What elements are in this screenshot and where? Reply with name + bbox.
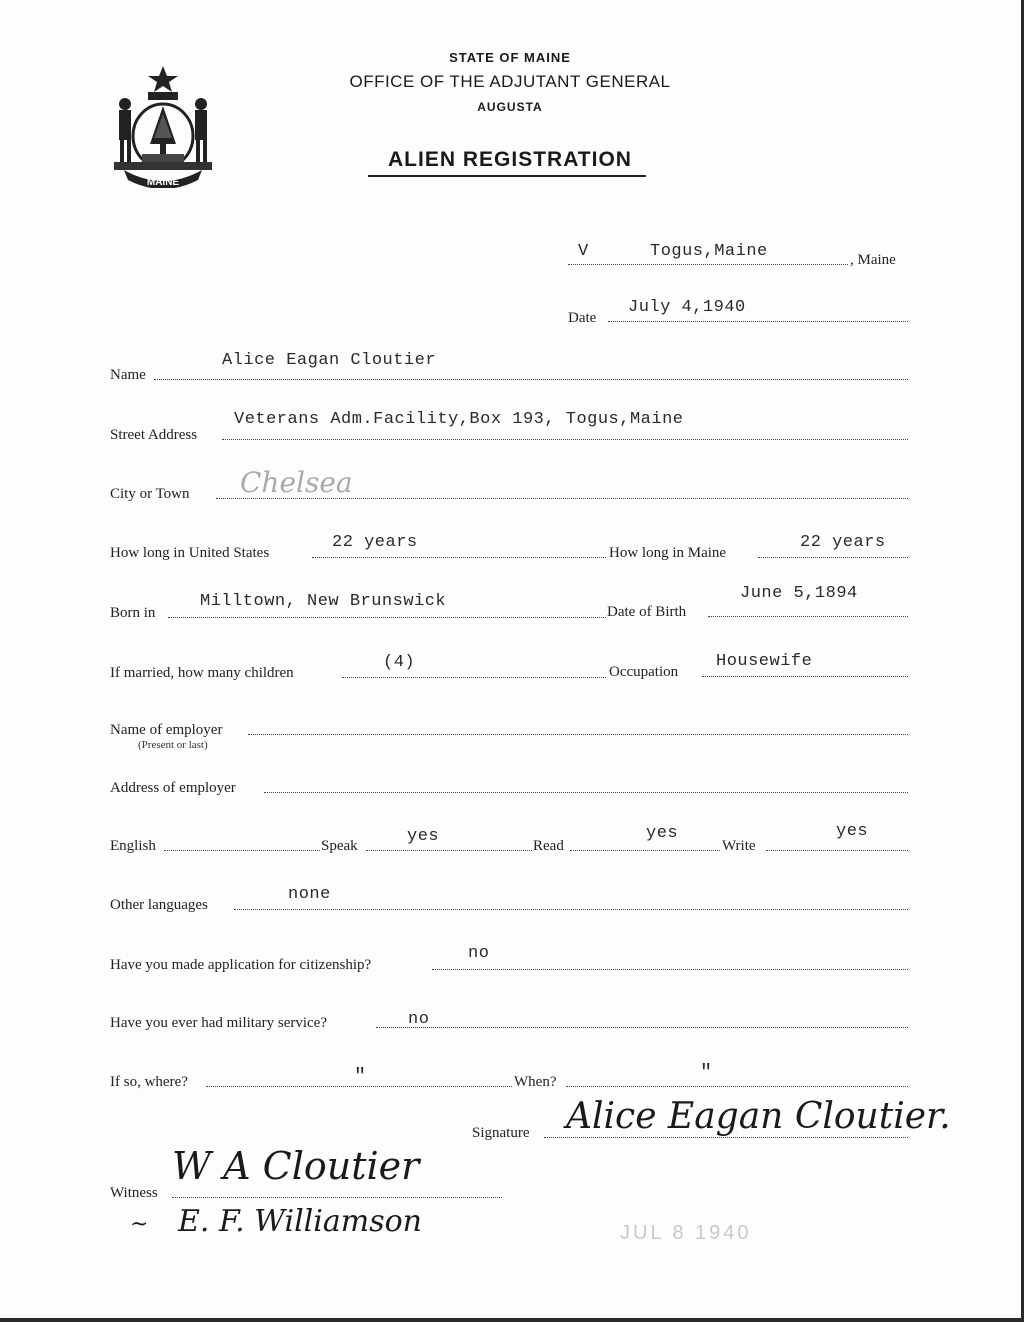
- military-line: [376, 1027, 908, 1028]
- speak-line: [366, 850, 532, 851]
- read-line: [570, 850, 720, 851]
- applicant-signature: Alice Eagan Cloutier.: [566, 1096, 951, 1137]
- english-line: [164, 850, 320, 851]
- when-label: When?: [514, 1074, 557, 1090]
- witness-signature-2: E. F. Williamson: [178, 1204, 422, 1239]
- children-value: (4): [383, 653, 416, 672]
- born-in-label: Born in: [110, 605, 156, 621]
- place-value: Togus,Maine: [650, 242, 768, 261]
- form-title: ALIEN REGISTRATION: [388, 148, 632, 171]
- how-long-us-label: How long in United States: [110, 545, 270, 561]
- date-of-birth-line: [708, 616, 908, 617]
- employer-name-label: Name of employer: [110, 722, 223, 738]
- children-label: If married, how many children: [110, 665, 294, 681]
- how-long-maine-label: How long in Maine: [609, 545, 727, 561]
- speak-value: yes: [407, 827, 440, 846]
- witness-line: [172, 1197, 502, 1198]
- how-long-us-value: 22 years: [332, 533, 418, 552]
- state-heading: STATE OF MAINE: [449, 50, 571, 65]
- street-address-label: Street Address: [110, 427, 198, 443]
- where-value: ": [354, 1066, 367, 1089]
- date-of-birth-value: June 5,1894: [740, 584, 858, 603]
- write-line: [766, 850, 908, 851]
- street-address-line: [222, 439, 908, 440]
- street-address-value: Veterans Adm.Facility,Box 193, Togus,Maine: [234, 410, 684, 429]
- place-line: [568, 264, 848, 265]
- how-long-us-line: [312, 557, 606, 558]
- employer-name-line: [248, 734, 908, 735]
- date-value: July 4,1940: [628, 298, 746, 317]
- name-line: [154, 379, 908, 380]
- occupation-line: [702, 676, 908, 677]
- place-mark: V: [578, 242, 589, 261]
- seal-banner-text: MAINE: [146, 177, 180, 188]
- received-date-stamp: JUL 8 1940: [620, 1222, 752, 1244]
- state-suffix-label: , Maine: [850, 252, 896, 268]
- when-value: ": [700, 1062, 713, 1085]
- employer-address-line: [264, 792, 908, 793]
- date-label: Date: [568, 310, 597, 326]
- title-underline: [368, 175, 646, 177]
- born-in-line: [168, 617, 606, 618]
- maine-state-seal-icon: [108, 64, 218, 188]
- name-label: Name: [110, 367, 146, 383]
- date-line: [608, 321, 908, 322]
- signature-line: [544, 1137, 908, 1138]
- citizenship-value: no: [468, 944, 490, 963]
- speak-label: Speak: [321, 838, 358, 854]
- read-value: yes: [646, 824, 679, 843]
- city-or-town-value: Chelsea: [240, 466, 353, 499]
- born-in-value: Milltown, New Brunswick: [200, 592, 447, 611]
- employer-address-label: Address of employer: [110, 780, 236, 796]
- write-label: Write: [722, 838, 756, 854]
- scan-edge-bottom: [0, 1318, 1024, 1322]
- city-heading: AUGUSTA: [477, 100, 543, 114]
- citizenship-label: Have you made application for citizenship?: [110, 957, 372, 973]
- employer-name-note: (Present or last): [138, 739, 208, 751]
- witness-mark: ~: [130, 1212, 149, 1237]
- military-value: no: [408, 1010, 430, 1029]
- office-heading: OFFICE OF THE ADJUTANT GENERAL: [349, 72, 671, 91]
- how-long-maine-value: 22 years: [800, 533, 886, 552]
- city-or-town-label: City or Town: [110, 486, 190, 502]
- how-long-maine-line: [758, 557, 908, 558]
- other-languages-line: [234, 909, 908, 910]
- occupation-label: Occupation: [609, 664, 679, 680]
- where-label: If so, where?: [110, 1074, 188, 1090]
- witness-signature-1: W A Cloutier: [172, 1144, 420, 1188]
- date-of-birth-label: Date of Birth: [607, 604, 687, 620]
- write-value: yes: [836, 822, 869, 841]
- when-line: [566, 1086, 908, 1087]
- occupation-value: Housewife: [716, 652, 813, 671]
- citizenship-line: [432, 969, 908, 970]
- english-label: English: [110, 838, 156, 854]
- military-label: Have you ever had military service?: [110, 1015, 327, 1031]
- other-languages-label: Other languages: [110, 897, 208, 913]
- witness-label: Witness: [110, 1185, 158, 1201]
- signature-label: Signature: [472, 1125, 530, 1141]
- children-line: [342, 677, 606, 678]
- other-languages-value: none: [288, 885, 331, 904]
- name-value: Alice Eagan Cloutier: [222, 351, 437, 370]
- read-label: Read: [533, 838, 564, 854]
